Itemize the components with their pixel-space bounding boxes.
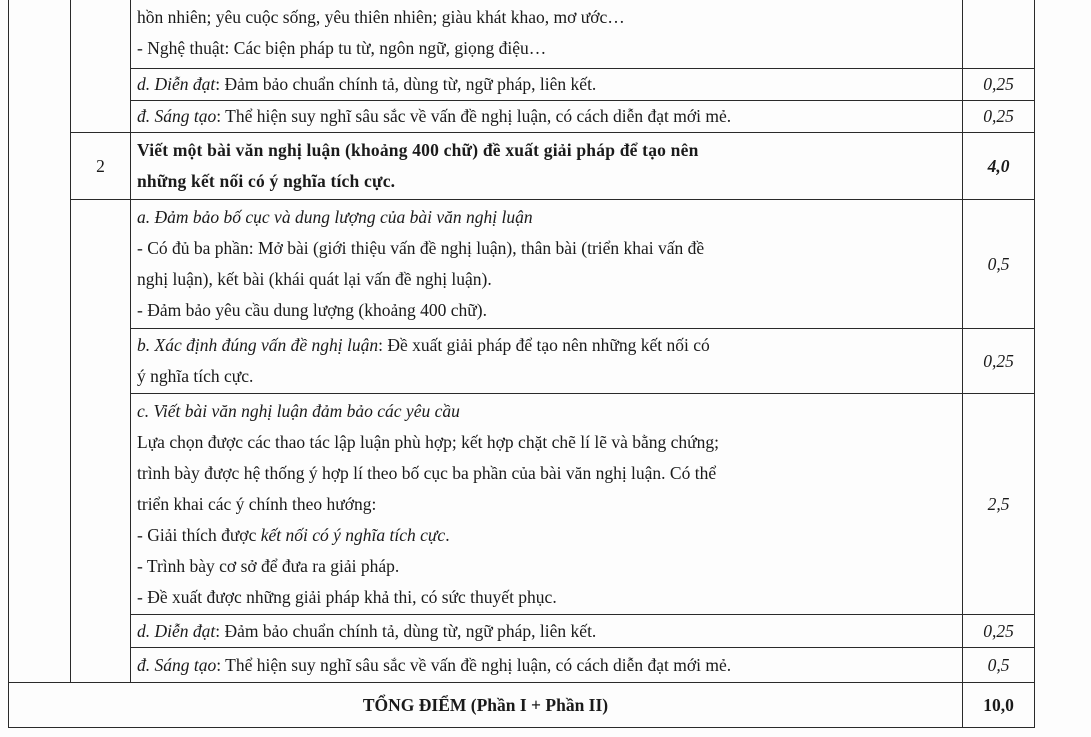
criterion-label: d. Diễn đạt	[137, 74, 216, 94]
table-row	[9, 0, 1035, 69]
score-cell	[963, 0, 1035, 69]
criteria-cell	[131, 394, 963, 615]
criteria-cell	[131, 0, 963, 69]
question-number-cell	[71, 101, 131, 133]
criterion-title: c. Viết bài văn nghị luận đảm bảo các yêu cầu	[137, 400, 460, 421]
question-number-cell	[71, 69, 131, 101]
task-line: Viết một bài văn nghị luận (khoảng 400 chữ) đề xuất giải pháp để tạo nên	[137, 140, 699, 160]
question-number-cell	[71, 200, 131, 329]
content-text: - Giải thích được	[137, 524, 261, 545]
criterion-label: đ. Sáng tạo	[137, 106, 217, 126]
score-value: 0,5	[963, 648, 1035, 683]
criteria-cell	[131, 648, 963, 683]
content-text: .	[445, 524, 450, 545]
question-number-cell	[71, 615, 131, 648]
table-row	[9, 615, 1035, 648]
content-line: Lựa chọn được các thao tác lập luận phù hợp; kết hợp chặt chẽ lí lẽ và bằng chứng;	[137, 431, 719, 452]
content-line: triển khai các ý chính theo hướng:	[137, 493, 377, 514]
question-number-cell	[71, 394, 131, 615]
score-value: 0,25	[963, 69, 1035, 101]
criteria-cell	[131, 200, 963, 329]
table-row	[9, 200, 1035, 329]
section-cell	[9, 200, 71, 329]
task-cell	[131, 133, 963, 200]
score-value: 2,5	[963, 394, 1035, 615]
criteria-cell	[131, 101, 963, 133]
criterion-text: : Đề xuất giải pháp để tạo nên những kết nối có	[378, 335, 710, 355]
table-row	[9, 133, 1035, 200]
question-number: 2	[71, 133, 131, 200]
total-score: 10,0	[963, 683, 1035, 728]
score-value: 4,0	[963, 133, 1035, 200]
question-number-cell	[71, 329, 131, 394]
criterion-label: b. Xác định đúng vấn đề nghị luận	[137, 335, 379, 355]
score-value: 0,25	[963, 101, 1035, 133]
score-value: 0,25	[963, 329, 1035, 394]
content-line: - Trình bày cơ sở để đưa ra giải pháp.	[137, 555, 400, 576]
scoring-rubric-table	[8, 0, 1035, 728]
table-row	[9, 69, 1035, 101]
content-line: - Nghệ thuật: Các biện pháp tu từ, ngôn ngữ, giọng điệu…	[137, 38, 547, 58]
table-row	[9, 101, 1035, 133]
content-line: hồn nhiên; yêu cuộc sống, yêu thiên nhiên; giàu khát khao, mơ ước…	[137, 7, 625, 27]
content-emphasis: kết nối có ý nghĩa tích cực	[260, 524, 446, 545]
section-cell	[9, 0, 71, 69]
task-line: những kết nối có ý nghĩa tích cực.	[137, 171, 396, 191]
criteria-cell	[131, 69, 963, 101]
total-label: TỔNG ĐIỂM (Phần I + Phần II)	[9, 683, 963, 728]
criteria-cell	[131, 329, 963, 394]
content-line: - Đảm bảo yêu cầu dung lượng (khoảng 400 chữ).	[137, 300, 487, 320]
question-number-cell	[71, 648, 131, 683]
criterion-text: : Thể hiện suy nghĩ sâu sắc về vấn đề nghị luận, có cách diễn đạt mới mẻ.	[216, 654, 732, 675]
criterion-text: : Đảm bảo chuẩn chính tả, dùng từ, ngữ pháp, liên kết.	[215, 620, 597, 641]
table-row	[9, 394, 1035, 615]
criteria-cell	[131, 615, 963, 648]
section-cell	[9, 101, 71, 133]
content-line: trình bày được hệ thống ý hợp lí theo bố cục ba phần của bài văn nghị luận. Có thể	[137, 462, 717, 483]
content-line: ý nghĩa tích cực.	[137, 366, 254, 386]
criterion-label: đ. Sáng tạo	[137, 654, 217, 675]
section-cell	[9, 648, 71, 683]
criterion-text: : Đảm bảo chuẩn chính tả, dùng từ, ngữ pháp, liên kết.	[215, 74, 597, 94]
total-row	[9, 683, 1035, 728]
table-row	[9, 648, 1035, 683]
score-value: 0,25	[963, 615, 1035, 648]
criterion-title: a. Đảm bảo bố cục và dung lượng của bài văn nghị luận	[137, 207, 533, 227]
section-cell	[9, 133, 71, 200]
section-cell	[9, 69, 71, 101]
criterion-label: d. Diễn đạt	[137, 620, 216, 641]
content-line: - Có đủ ba phần: Mở bài (giới thiệu vấn đề nghị luận), thân bài (triển khai vấn đề	[137, 238, 705, 258]
section-cell	[9, 394, 71, 615]
section-cell	[9, 615, 71, 648]
question-number-cell	[71, 0, 131, 69]
content-line: - Đề xuất được những giải pháp khả thi, có sức thuyết phục.	[137, 586, 557, 607]
section-cell	[9, 329, 71, 394]
content-line: nghị luận), kết bài (khái quát lại vấn đề nghị luận).	[137, 269, 492, 289]
score-value: 0,5	[963, 200, 1035, 329]
criterion-text: : Thể hiện suy nghĩ sâu sắc về vấn đề nghị luận, có cách diễn đạt mới mẻ.	[216, 106, 732, 126]
table-row	[9, 329, 1035, 394]
